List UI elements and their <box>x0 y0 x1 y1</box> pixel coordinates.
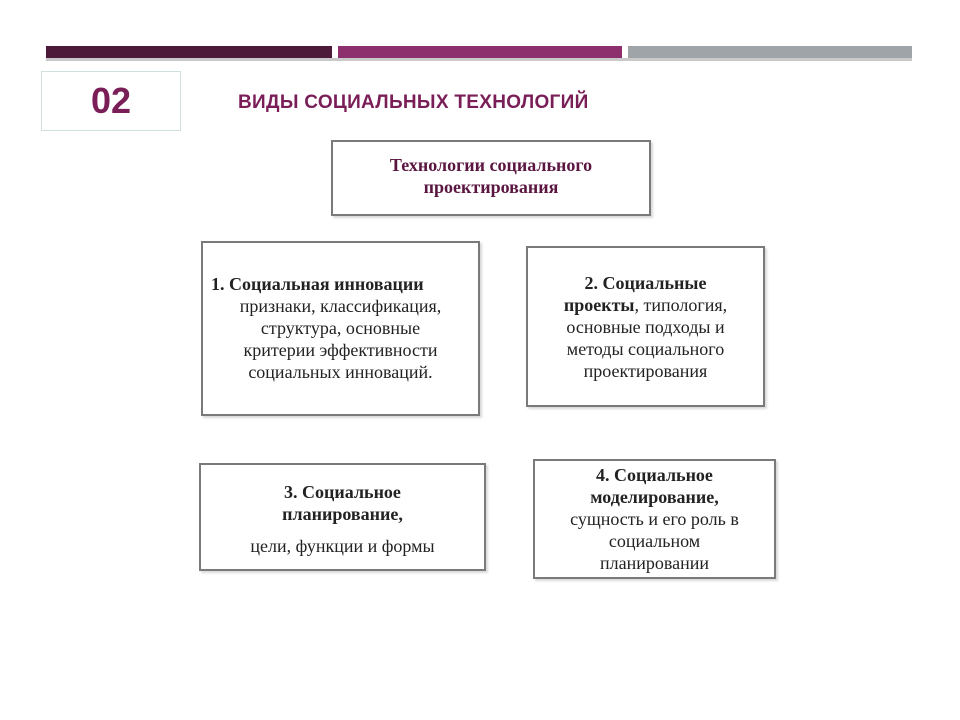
box1-heading: 1. Социальная инновации <box>211 274 424 294</box>
header-bar-shadow <box>46 58 912 61</box>
box-social-planning <box>199 463 486 571</box>
slide-number-box <box>41 71 181 131</box>
top-box-line1: Технологии социального <box>389 155 593 175</box>
box2-heading: 2. Социальные <box>584 273 707 293</box>
box4-heading: 4. Социальное <box>596 465 713 485</box>
box4-line: планировании <box>599 553 710 573</box>
box4-line: сущность и его роль в <box>570 509 739 529</box>
box1-line: критерии эффективности <box>243 340 438 360</box>
box-social-projects <box>526 246 765 407</box>
box2-line: проектирования <box>583 361 708 381</box>
box2-heading2: проекты <box>563 295 635 315</box>
box2-rest: , типология, <box>634 295 728 315</box>
box3-heading2: планирование, <box>282 504 403 524</box>
box4-heading2: моделирование, <box>590 487 719 507</box>
box-social-modeling <box>533 459 776 579</box>
box1-line: социальных инноваций. <box>248 362 433 382</box>
box1-line: структура, основные <box>260 318 421 338</box>
box2-line: методы социального <box>566 339 725 359</box>
box3-line: цели, функции и формы <box>250 536 435 556</box>
header-bar-dark <box>46 46 332 58</box>
header-bar-gray <box>628 46 912 58</box>
top-box <box>331 140 651 216</box>
header-bar-purple <box>338 46 622 58</box>
box-social-innovation <box>201 241 480 416</box>
top-box-line2: проектирования <box>423 177 559 197</box>
box1-line: признаки, классификация, <box>239 296 442 316</box>
slide-number: 02 <box>90 80 132 121</box>
box2-line: основные подходы и <box>566 317 725 337</box>
slide-title: ВИДЫ СОЦИАЛЬНЫХ ТЕХНОЛОГИЙ <box>238 92 589 113</box>
box3-heading: 3. Социальное <box>284 482 401 502</box>
box4-line: социальном <box>608 531 701 551</box>
